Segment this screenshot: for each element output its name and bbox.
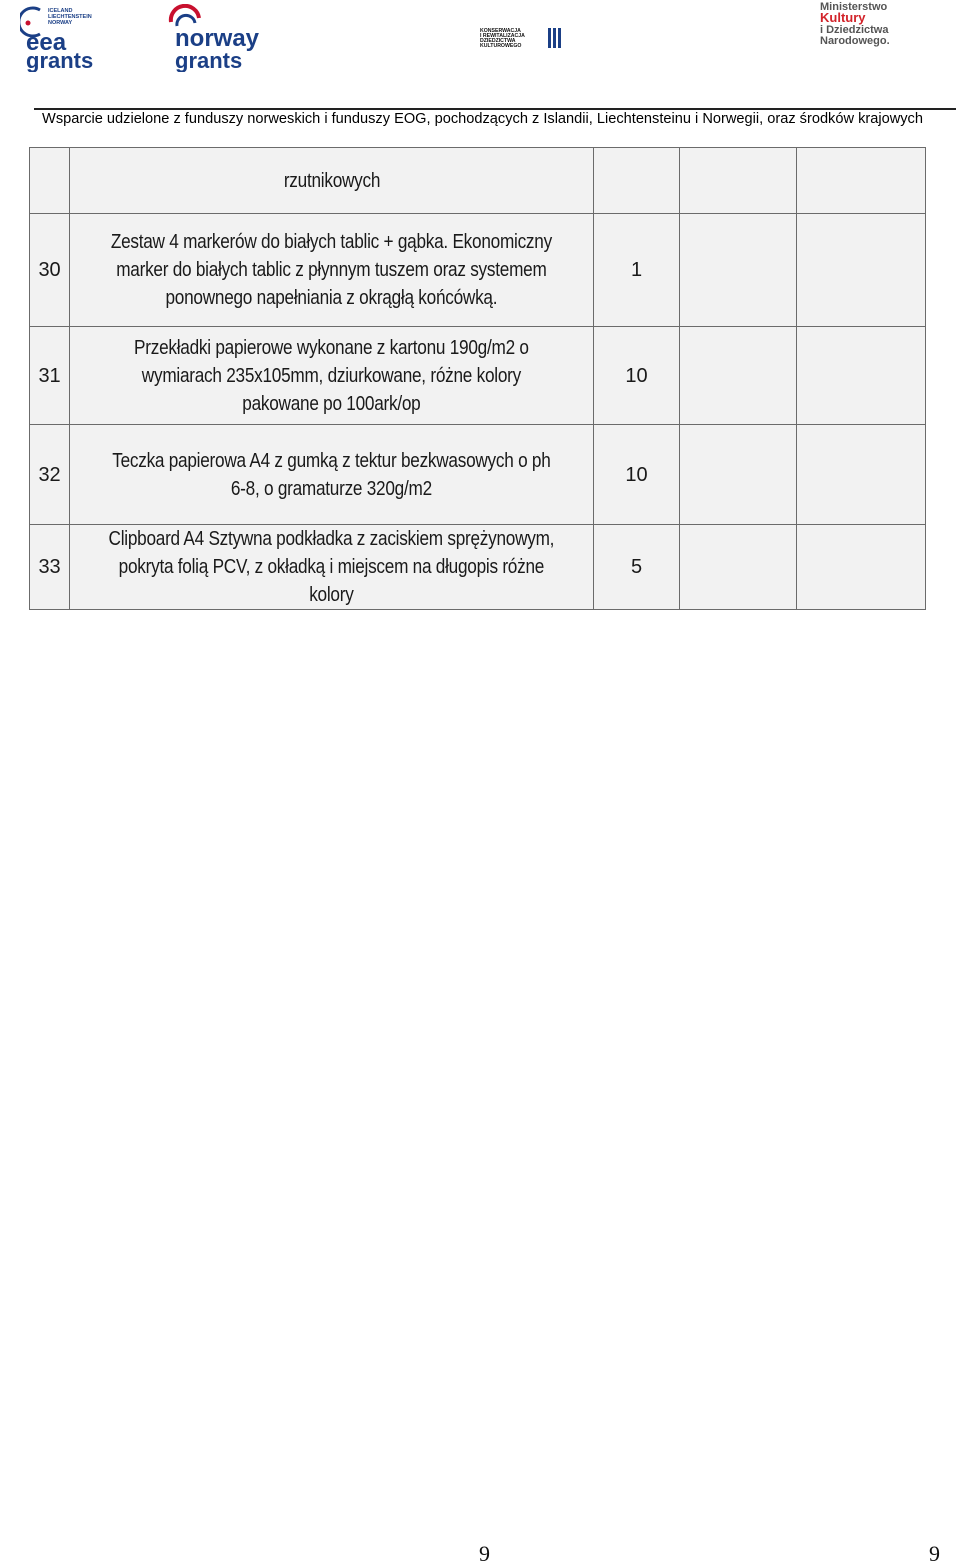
- svg-text:LIECHTENSTEIN: LIECHTENSTEIN: [48, 14, 92, 20]
- row-number-cell: [30, 148, 70, 214]
- svg-text:grants: grants: [26, 48, 94, 72]
- row-number-cell: 31: [30, 327, 70, 425]
- svg-text:Kultury: Kultury: [820, 10, 866, 25]
- row-number-cell: 33: [30, 525, 70, 610]
- page-number: 9: [479, 1541, 490, 1566]
- description-cell: [70, 425, 594, 525]
- description-text: Zestaw 4 markerów do białych tablic + gąbka. Ekonomiczny marker do białych tablic z płynnym tuszem oraz systemem ponownego napełniania z okrągłą końcówką.: [110, 231, 553, 309]
- svg-text:KONSERWACJA: KONSERWACJA: [480, 28, 521, 34]
- empty-cell: [680, 148, 796, 214]
- table-row: [30, 525, 926, 610]
- svg-text:KULTUROWEGO: KULTUROWEGO: [480, 43, 522, 49]
- description-text: Clipboard A4 Sztywna podkładka z zaciskiem sprężynowym, pokryta folią PCV, z okładką i miejscem na długopis różne kolory: [108, 528, 555, 606]
- table-row: [30, 327, 926, 425]
- table-row: [30, 148, 926, 214]
- norway-grants-logo: [165, 4, 267, 72]
- empty-cell: [796, 214, 925, 327]
- quantity-cell: 5: [593, 525, 679, 610]
- empty-cell: [796, 525, 925, 610]
- description-text: Przekładki papierowe wykonane z kartonu 190g/m2 o wymiarach 235x105mm, dziurkowane, różne kolory pakowane po 100ark/op: [134, 336, 529, 415]
- svg-text:Ministerstwo: Ministerstwo: [820, 1, 888, 13]
- description-text: rzutnikowych: [283, 169, 380, 192]
- items-table: [29, 147, 926, 610]
- svg-text:i Dziedzictwa: i Dziedzictwa: [820, 24, 889, 36]
- table-row: [30, 214, 926, 327]
- description-text: Teczka papierowa A4 z gumką z tektur bezkwasowych o ph 6-8, o gramaturze 320g/m2: [112, 449, 551, 500]
- row-number-cell: 32: [30, 425, 70, 525]
- quantity-cell: 10: [593, 425, 679, 525]
- svg-text:I REWITALIZACJA: I REWITALIZACJA: [480, 33, 525, 39]
- eea-grants-logo: [20, 4, 120, 72]
- empty-cell: [796, 148, 925, 214]
- svg-text:eea: eea: [26, 29, 67, 56]
- funding-note: Wsparcie udzielone z funduszy norweskich i funduszy EOG, pochodzących z Islandii, Liechtensteinu i Norwegii, oraz środków krajowych: [42, 111, 923, 127]
- konserwacja-logo: [478, 26, 566, 50]
- empty-cell: [680, 425, 796, 525]
- page-number: 9: [929, 1541, 940, 1566]
- svg-text:norway: norway: [175, 25, 260, 52]
- quantity-cell: 1: [593, 214, 679, 327]
- row-number-cell: 30: [30, 214, 70, 327]
- table-row: [30, 425, 926, 525]
- description-cell: [70, 327, 594, 425]
- svg-text:Narodowego.: Narodowego.: [820, 35, 890, 47]
- empty-cell: [680, 214, 796, 327]
- svg-text:NORWAY: NORWAY: [48, 20, 73, 26]
- description-cell: [70, 525, 594, 610]
- svg-text:DZIEDZICTWA: DZIEDZICTWA: [480, 38, 516, 44]
- description-cell: [70, 214, 594, 327]
- quantity-cell: 10: [593, 327, 679, 425]
- empty-cell: [796, 327, 925, 425]
- empty-cell: [680, 525, 796, 610]
- svg-text:grants: grants: [175, 48, 243, 72]
- description-cell: [70, 148, 594, 214]
- quantity-cell: [593, 148, 679, 214]
- empty-cell: [680, 327, 796, 425]
- ministerstwo-logo: [818, 0, 942, 48]
- empty-cell: [796, 425, 925, 525]
- svg-text:ICELAND: ICELAND: [48, 8, 73, 14]
